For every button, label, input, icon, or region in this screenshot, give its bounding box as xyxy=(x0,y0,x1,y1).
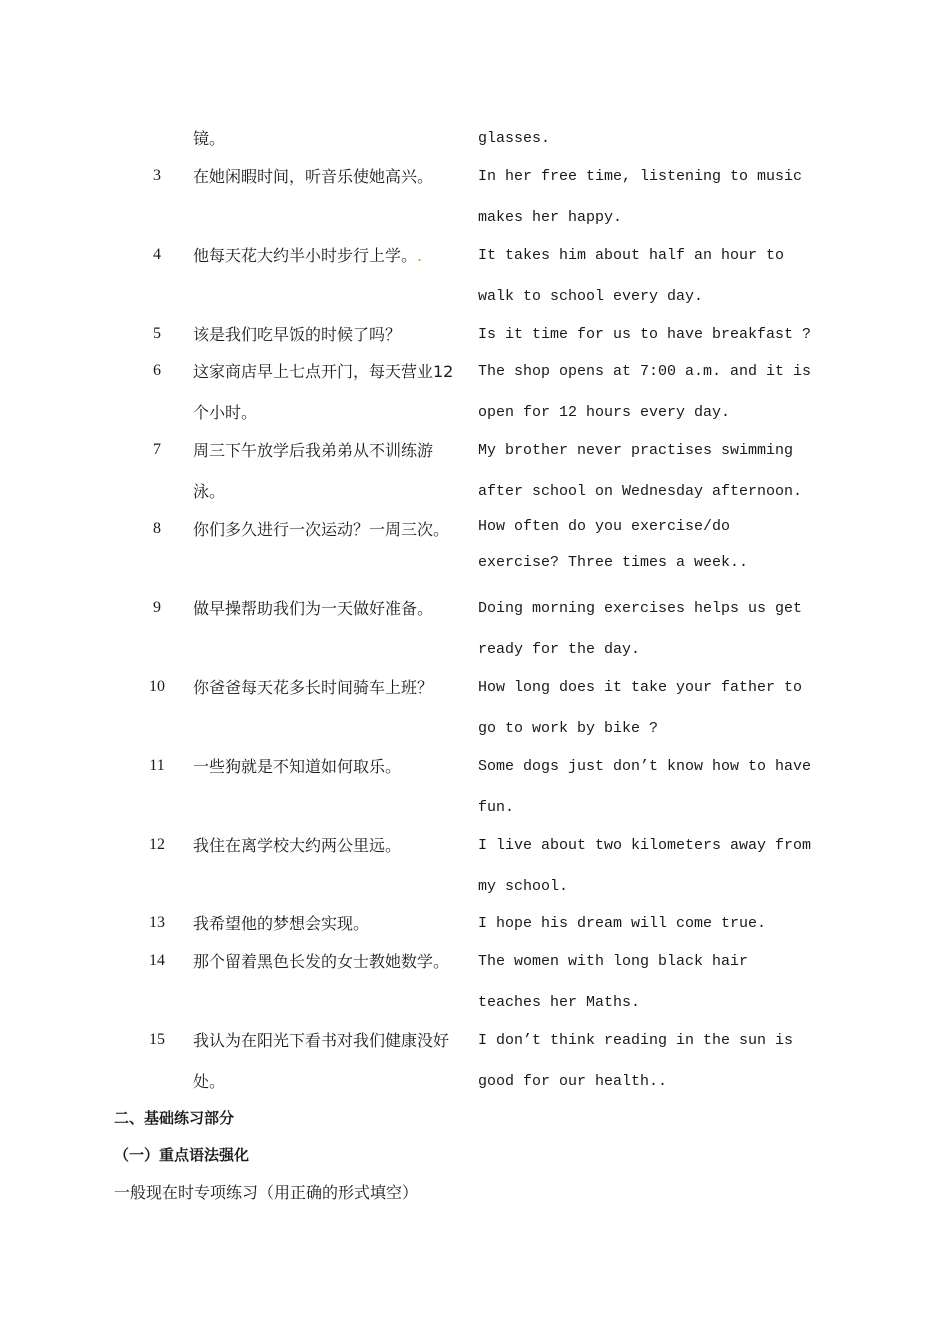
row-number: 3 xyxy=(153,167,161,184)
row-number: 7 xyxy=(153,441,161,458)
section-title: 二、基础练习部分 xyxy=(114,1109,235,1127)
english-translation: Some dogs just don’t know how to have fun. xyxy=(478,758,812,816)
chinese-sentence: 那个留着黑色长发的女士教她数学。 xyxy=(193,952,450,971)
row-number: 15 xyxy=(149,1031,165,1048)
english-translation: I live about two kilometers away from my school. xyxy=(478,837,812,895)
subsection-title: （一）重点语法强化 xyxy=(114,1146,250,1164)
english-translation: My brother never practises swimming after school on Wednesday afternoon. xyxy=(478,442,803,500)
row-number: 9 xyxy=(153,599,161,616)
chinese-sentence: 你爸爸每天花多长时间骑车上班？ xyxy=(193,678,434,697)
exercise-intro: 一般现在时专项练习（用正确的形式填空） xyxy=(114,1183,419,1202)
chinese-sentence: 镜。 xyxy=(193,129,226,148)
row-number: 6 xyxy=(153,362,161,379)
row-number: 11 xyxy=(149,757,165,774)
chinese-sentence: 你们多久进行一次运动？一周三次。 xyxy=(193,520,450,539)
chinese-sentence: 做早操帮助我们为一天做好准备。 xyxy=(193,599,434,618)
chinese-sentence: 我认为在阳光下看书对我们健康没好处。 xyxy=(193,1031,450,1091)
english-translation: How often do you exercise/do exercise? Three times a week.. xyxy=(478,518,749,571)
chinese-sentence: 我希望他的梦想会实现。 xyxy=(193,914,370,933)
english-translation: I hope his dream will come true. xyxy=(478,915,767,932)
english-translation: Is it time for us to have breakfast ? xyxy=(478,326,812,343)
english-translation: The women with long black hair teaches her Maths. xyxy=(478,953,749,1011)
row-number: 8 xyxy=(153,520,161,537)
english-translation: The shop opens at 7:00 a.m. and it is open for 12 hours every day. xyxy=(478,363,812,421)
row-number: 12 xyxy=(149,836,165,853)
stray-mark: . xyxy=(417,246,423,265)
chinese-sentence-text: 他每天花大约半小时步行上学。 xyxy=(193,246,418,265)
row-number: 13 xyxy=(149,914,165,931)
row-number: 14 xyxy=(149,952,165,969)
row-number: 10 xyxy=(149,678,165,695)
chinese-sentence: 这家商店早上七点开门，每天营业12个小时。 xyxy=(193,362,454,422)
chinese-sentence: 在她闲暇时间，听音乐使她高兴。 xyxy=(193,167,434,186)
chinese-sentence: 该是我们吃早饭的时候了吗？ xyxy=(193,325,402,344)
chinese-sentence: 周三下午放学后我弟弟从不训练游泳。 xyxy=(193,441,434,501)
row-number: 4 xyxy=(153,246,161,263)
english-translation: In her free time, listening to music makes her happy. xyxy=(478,168,803,226)
chinese-sentence xyxy=(193,235,455,276)
chinese-sentence: 一些狗就是不知道如何取乐。 xyxy=(193,757,402,776)
english-translation: How long does it take your father to go to work by bike ? xyxy=(478,679,803,737)
english-translation: I don’t think reading in the sun is good for our health.. xyxy=(478,1032,794,1090)
chinese-sentence: 我住在离学校大约两公里远。 xyxy=(193,836,402,855)
row-number: 5 xyxy=(153,325,161,342)
english-translation: Doing morning exercises helps us get ready for the day. xyxy=(478,600,803,658)
english-translation: It takes him about half an hour to walk to school every day. xyxy=(478,247,785,305)
english-translation: glasses. xyxy=(478,130,551,147)
